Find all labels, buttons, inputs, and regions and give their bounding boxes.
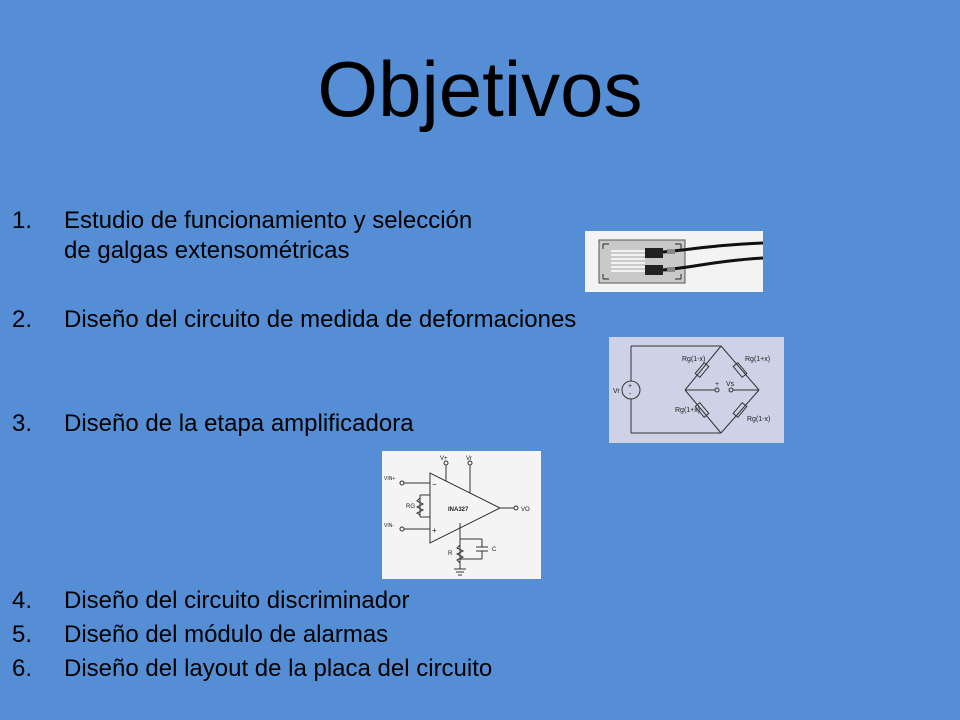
svg-text:+: + bbox=[715, 381, 720, 388]
amp-vin-minus-label: VIN- bbox=[384, 523, 394, 529]
item-text: Diseño del circuito discriminador bbox=[64, 587, 410, 614]
bridge-bottom-right-label: Rg(1-x) bbox=[747, 416, 771, 423]
item-number: 2. bbox=[12, 306, 33, 333]
amp-vplus-label: V+ bbox=[440, 456, 448, 462]
svg-text:-: - bbox=[629, 391, 632, 398]
amp-vo-label: VO bbox=[521, 507, 530, 513]
svg-text:+: + bbox=[432, 526, 437, 535]
bridge-top-left-label: Rg(1-x) bbox=[682, 356, 706, 363]
amp-chip-label: INA327 bbox=[448, 507, 469, 513]
amp-r-label: R bbox=[448, 551, 453, 557]
item-text: Diseño del circuito de medida de deformaciones bbox=[64, 306, 577, 333]
item-number: 6. bbox=[12, 655, 33, 682]
amp-vin-plus-label: VIN+ bbox=[384, 476, 396, 482]
svg-text:−: − bbox=[432, 480, 437, 489]
instrumentation-amplifier-diagram bbox=[382, 451, 541, 579]
item-text: Diseño del layout de la placa del circuito bbox=[64, 655, 493, 682]
item-number: 1. bbox=[12, 207, 33, 234]
wheatstone-bridge-diagram bbox=[609, 337, 784, 443]
item-number: 4. bbox=[12, 587, 33, 614]
item-text: Estudio de funcionamiento y selección bbox=[64, 207, 473, 234]
slide-title: Objetivos bbox=[317, 45, 643, 133]
amp-rg-label: RG bbox=[406, 504, 415, 510]
item-text: Diseño de la etapa amplificadora bbox=[64, 410, 414, 437]
bridge-vs-label: Vs bbox=[726, 381, 735, 388]
strain-gauge-image bbox=[585, 231, 763, 292]
item-text-line2: de galgas extensométricas bbox=[64, 237, 350, 264]
item-number: 5. bbox=[12, 621, 33, 648]
item-number: 3. bbox=[12, 410, 33, 437]
item-text: Diseño del módulo de alarmas bbox=[64, 621, 389, 648]
svg-text:+: + bbox=[628, 383, 633, 390]
bridge-vr-label: Vr bbox=[613, 388, 620, 395]
bridge-bottom-left-label: Rg(1+x) bbox=[675, 407, 701, 414]
amp-c-label: C bbox=[492, 547, 497, 553]
bridge-top-right-label: Rg(1+x) bbox=[745, 356, 771, 363]
amp-vref-label: Vr bbox=[466, 456, 472, 462]
